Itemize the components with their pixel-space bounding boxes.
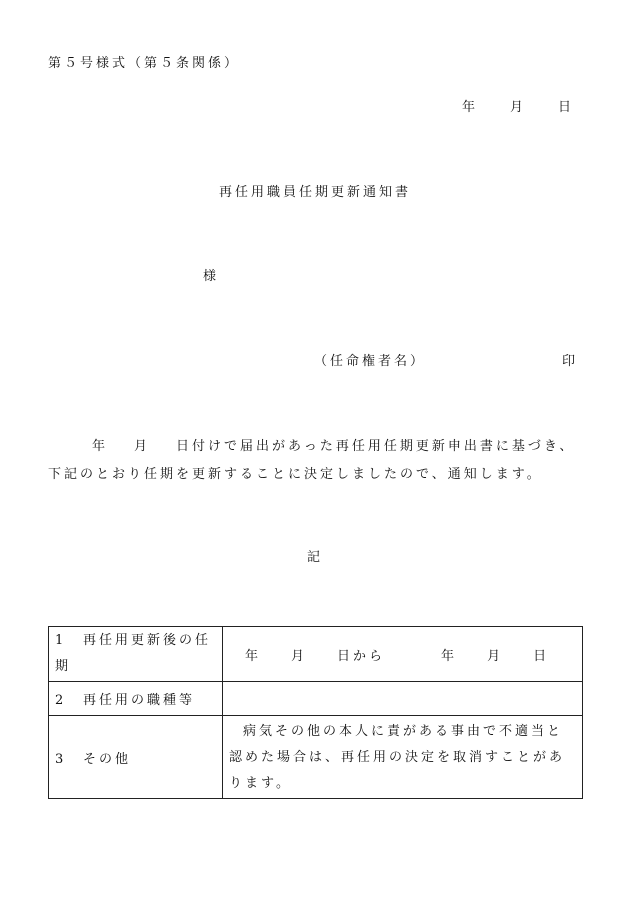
body-year-label: 年 <box>92 439 109 454</box>
table-row <box>49 627 583 682</box>
notice-body-line-2: 下記のとおり任期を更新することに決定しましたので、通知します。 <box>48 467 543 482</box>
row-label: その他 <box>83 751 132 767</box>
ki-heading: 記 <box>306 550 323 565</box>
row-label: 再任用の職種等 <box>83 693 196 708</box>
body-line1-rest: 日付けで届出があった再任用任期更新申出書に基づき、 <box>176 439 576 454</box>
issue-date <box>462 96 574 115</box>
date-year-label: 年 <box>461 100 478 115</box>
form-number: 第５号様式（第５条関係） <box>48 56 241 71</box>
table-row <box>49 716 583 799</box>
row-number: 3 <box>55 751 67 767</box>
term-to-day: 日 <box>533 648 550 664</box>
detail-table <box>48 626 583 799</box>
date-day-label: 日 <box>557 100 574 115</box>
term-from-year: 年 <box>245 648 262 664</box>
document-title: 再任用職員任期更新通知書 <box>218 185 411 200</box>
appointer-label: （任命権者名） <box>314 354 427 369</box>
date-month-label: 月 <box>509 100 526 115</box>
row-label-cell <box>49 682 223 716</box>
body-month-label: 月 <box>134 439 151 454</box>
row-label-cell <box>49 627 223 682</box>
other-note-text: 病気その他の本人に責がある事由で不適当と認めた場合は、再任用の決定を取消すことがあります。 <box>229 724 566 791</box>
seal-mark: 印 <box>561 354 578 369</box>
row-number: 1 <box>55 633 67 648</box>
term-to-year: 年 <box>441 648 458 664</box>
term-to-month: 月 <box>487 648 504 664</box>
row-label: 再任用更新後の任期 <box>55 633 212 674</box>
addressee-honorific: 様 <box>203 269 220 284</box>
job-type-cell <box>223 682 583 716</box>
notice-body-line-1 <box>48 433 588 461</box>
term-from-month: 月 <box>291 648 308 664</box>
row-number: 2 <box>55 693 67 708</box>
term-period-cell <box>223 627 583 682</box>
row-label-cell <box>49 716 223 799</box>
notice-body <box>48 433 588 489</box>
term-from-day: 日から <box>337 648 386 664</box>
table-row <box>49 682 583 716</box>
other-note-cell <box>223 716 583 799</box>
